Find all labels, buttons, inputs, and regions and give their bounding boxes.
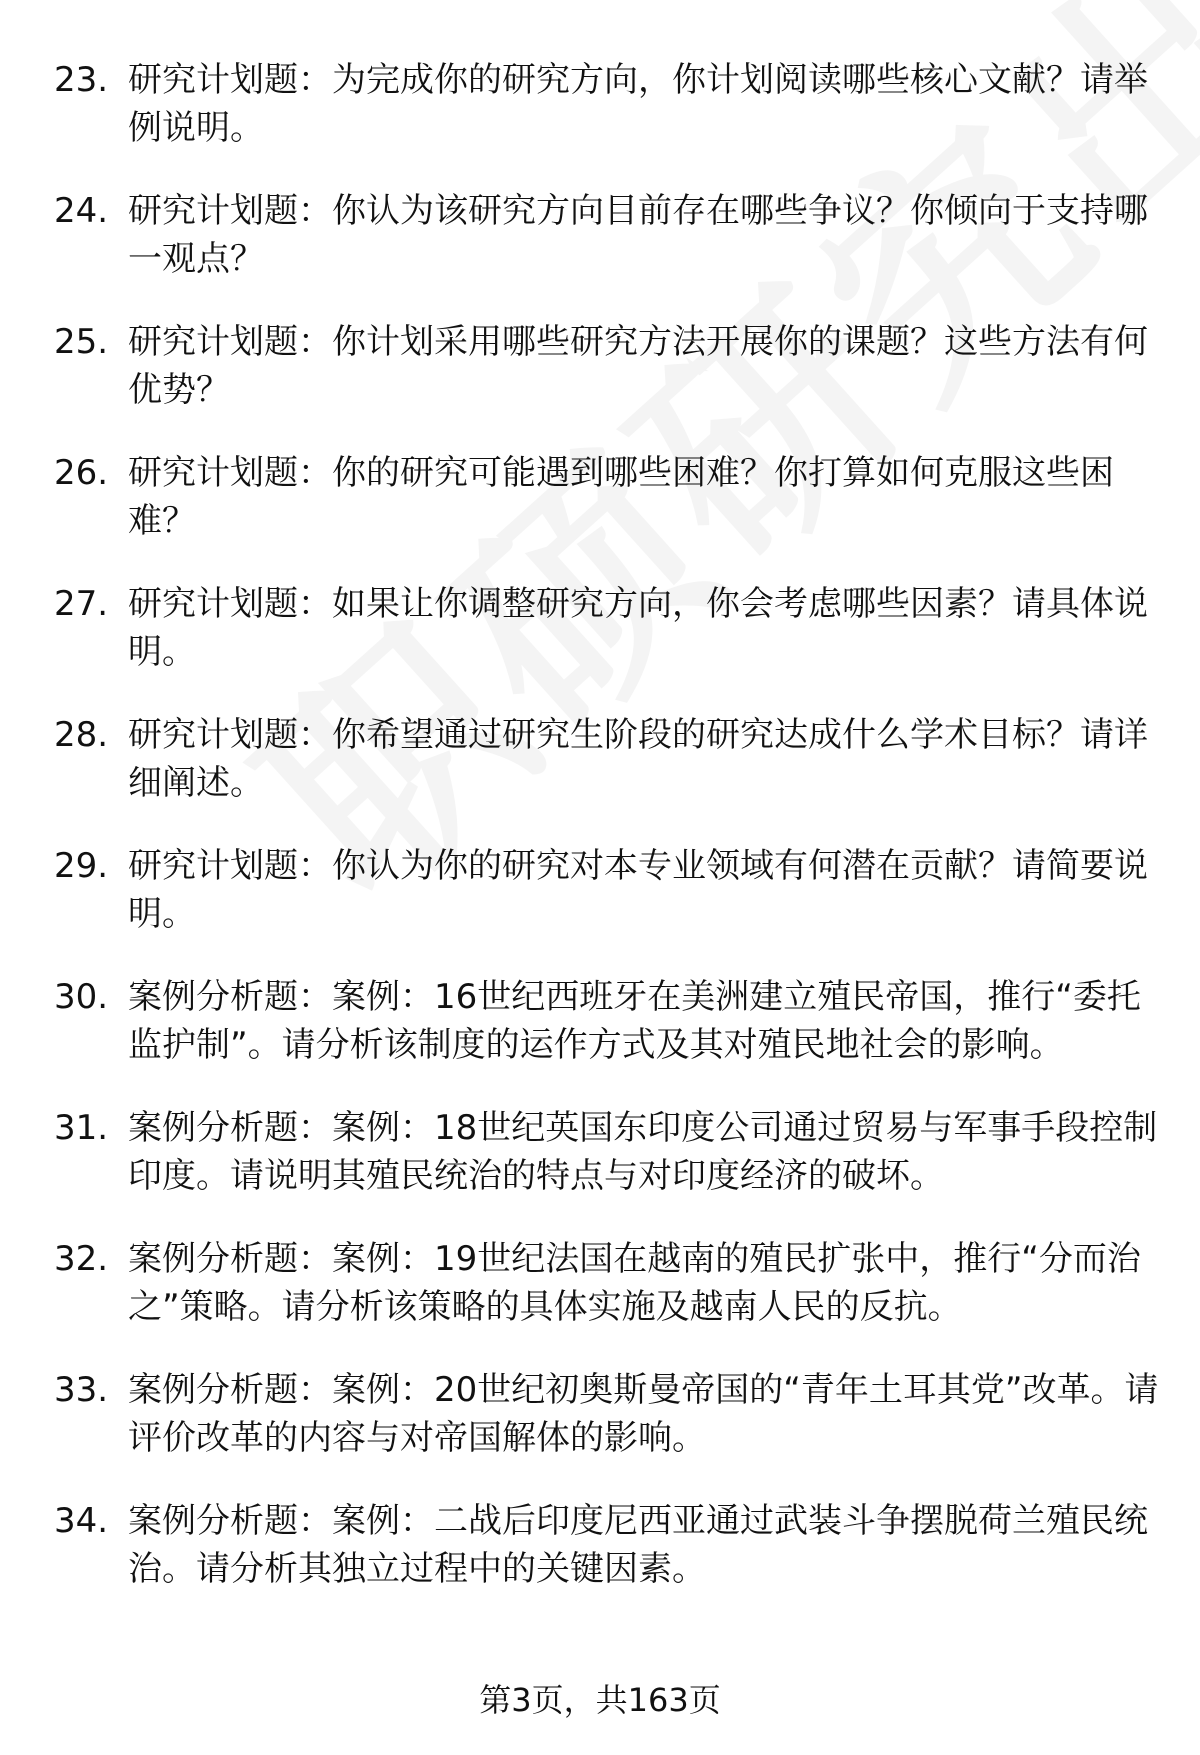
question-item [0,187,1200,283]
question-text: 案例分析题：案例：19世纪法国在越南的殖民扩张中，推行“分而治之”策略。请分析该策略的具体实施及越南人民的反抗。 [128,1239,1141,1327]
question-text: 研究计划题：为完成你的研究方向，你计划阅读哪些核心文献？请举例说明。 [128,60,1148,148]
question-list [0,56,1200,1628]
question-item [0,318,1200,414]
question-number: 27. [54,584,109,624]
question-item [0,1235,1200,1331]
page-footer [0,1678,1200,1722]
question-number: 25. [54,322,109,362]
question-text: 案例分析题：案例：18世纪英国东印度公司通过贸易与军事手段控制印度。请说明其殖民统治的特点与对印度经济的破坏。 [128,1108,1158,1196]
question-text: 研究计划题：你认为该研究方向目前存在哪些争议？你倾向于支持哪一观点？ [128,191,1148,279]
question-item [0,1366,1200,1462]
question-number: 34. [54,1501,109,1541]
question-text: 研究计划题：你希望通过研究生阶段的研究达成什么学术目标？请详细阐述。 [128,715,1148,803]
question-number: 30. [54,977,109,1017]
question-number: 23. [54,60,109,100]
question-text: 研究计划题：你计划采用哪些研究方法开展你的课题？这些方法有何优势？ [128,322,1148,410]
question-number: 33. [54,1370,109,1410]
question-text: 案例分析题：案例：20世纪初奥斯曼帝国的“青年土耳其党”改革。请评价改革的内容与对帝国解体的影响。 [128,1370,1159,1458]
question-item [0,580,1200,676]
page-number-label: 第3页，共163页 [479,1681,721,1719]
question-text: 案例分析题：案例：16世纪西班牙在美洲建立殖民帝国，推行“委托监护制”。请分析该制度的运作方式及其对殖民地社会的影响。 [128,977,1141,1065]
question-number: 28. [54,715,109,755]
question-item [0,449,1200,545]
question-item [0,973,1200,1069]
question-text: 研究计划题：你认为你的研究对本专业领域有何潜在贡献？请简要说明。 [128,846,1148,934]
question-text: 研究计划题：如果让你调整研究方向，你会考虑哪些因素？请具体说明。 [128,584,1148,672]
question-number: 31. [54,1108,109,1148]
question-text: 研究计划题：你的研究可能遇到哪些困难？你打算如何克服这些困难？ [128,453,1114,541]
question-item [0,711,1200,807]
question-item [0,842,1200,938]
question-item [0,1104,1200,1200]
question-text: 案例分析题：案例：二战后印度尼西亚通过武装斗争摆脱荷兰殖民统治。请分析其独立过程中的关键因素。 [128,1501,1148,1589]
question-number: 24. [54,191,109,231]
question-number: 32. [54,1239,109,1279]
question-item [0,1497,1200,1593]
question-number: 26. [54,453,109,493]
question-item [0,56,1200,152]
question-number: 29. [54,846,109,886]
